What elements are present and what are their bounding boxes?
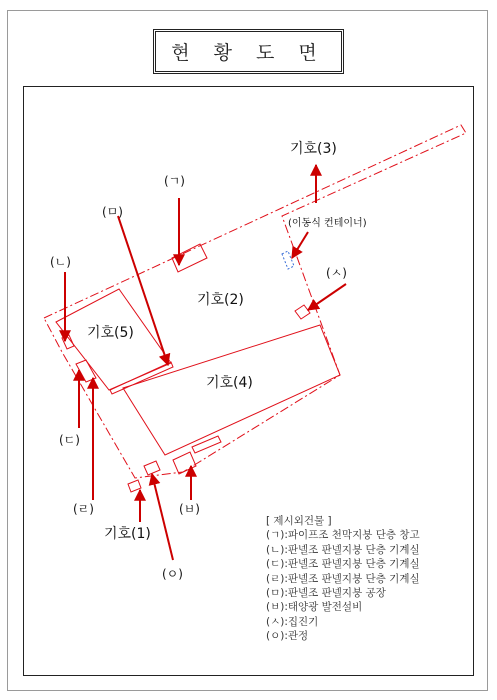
structure-a [144, 461, 160, 475]
structure-sa [295, 305, 310, 319]
page-title-text: 현 황 도 면 [171, 42, 326, 64]
label-code1: 기호(1) [104, 526, 151, 542]
building-annex-strip [110, 362, 173, 394]
label-container: (이동식 컨테이너) [288, 218, 367, 229]
label-code4: 기호(4) [206, 375, 253, 391]
legend-item: (ㅇ):관정 [266, 630, 309, 643]
arrow-container [292, 232, 308, 258]
label-ra: (ㄹ) [73, 502, 94, 516]
label-ba: (ㅂ) [179, 502, 200, 516]
label-code5: 기호(5) [87, 325, 134, 341]
legend-item: (ㄷ):판넬조 판넬지붕 단층 기계실 [266, 558, 420, 571]
arrow-sa [308, 284, 346, 310]
legend-item: (ㄱ):파이프조 천막지붕 단층 창고 [266, 529, 420, 542]
label-a: (ㅇ) [162, 567, 183, 581]
legend-header: [ 제시외건물 ] [266, 515, 332, 527]
label-code3: 기호(3) [290, 141, 337, 157]
legend-item: (ㄹ):판넬조 판넬지붕 단층 기계실 [266, 572, 420, 585]
label-code2: 기호(2) [197, 292, 244, 308]
legend [266, 514, 420, 644]
label-ma: (ㅁ) [102, 205, 123, 219]
legend-item: (ㅅ):집진기 [266, 615, 319, 628]
structure-ba-panel [192, 436, 221, 453]
label-ga: (ㄱ) [164, 174, 185, 188]
structure-ga [172, 244, 207, 272]
legend-item: (ㅁ):판넬조 판넬지붕 공장 [266, 587, 386, 600]
legend-item: (ㄴ):판넬조 판넬지붕 단층 기계실 [266, 543, 420, 556]
mobile-container [282, 251, 294, 269]
label-da: (ㄷ) [59, 433, 80, 447]
label-sa: (ㅅ) [326, 266, 347, 280]
legend-item: (ㅂ):태양광 발전설비 [266, 601, 363, 614]
arrow-ma [118, 216, 168, 365]
arrow-a [152, 474, 173, 560]
label-na: (ㄴ) [50, 255, 71, 269]
site-boundary [44, 125, 466, 478]
